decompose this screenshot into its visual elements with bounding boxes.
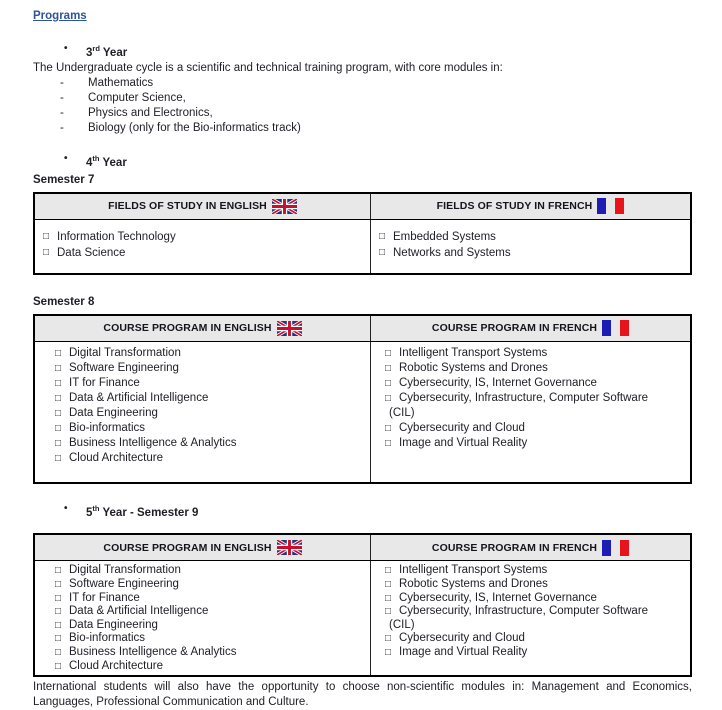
semester7-table (33, 192, 692, 275)
checkbox-icon: □ (55, 422, 62, 434)
table-item (385, 646, 684, 660)
item-label: Image and Virtual Reality (399, 646, 528, 659)
bullet-icon: • (64, 502, 68, 514)
semester8-label: Semester 8 (33, 295, 95, 308)
checkbox-icon: □ (55, 452, 62, 464)
table-item (55, 578, 364, 592)
list-item-label: Mathematics (88, 76, 154, 89)
item-label: Image and Virtual Reality (399, 436, 528, 449)
dash-icon: - (60, 121, 64, 134)
checkbox-icon: □ (385, 377, 392, 389)
semester7-french-cell (370, 220, 690, 273)
table-item (385, 346, 684, 361)
year5-heading (33, 501, 692, 521)
checkbox-icon: □ (43, 230, 50, 242)
semester7-header-english-label: FIELDS OF STUDY IN ENGLISH (108, 200, 267, 213)
table-item (385, 436, 684, 451)
table-item (385, 564, 684, 578)
item-label: Business Intelligence & Analytics (69, 646, 237, 659)
item-label: Cybersecurity and Cloud (399, 421, 525, 434)
checkbox-icon: □ (55, 565, 62, 577)
item-label: Networks and Systems (393, 246, 511, 259)
list-item-label: Physics and Electronics, (88, 106, 213, 119)
table-item (55, 406, 364, 421)
item-label: Data Science (57, 246, 126, 259)
checkbox-icon: □ (385, 422, 392, 434)
semester7-english-cell (35, 220, 370, 273)
item-label: Software Engineering (69, 361, 179, 374)
item-label: Software Engineering (69, 578, 179, 591)
dash-icon: - (60, 76, 64, 89)
item-label: IT for Finance (69, 376, 140, 389)
table-item (385, 391, 684, 406)
semester8-header-french-label: COURSE PROGRAM IN FRENCH (431, 322, 598, 335)
table-item (379, 229, 684, 245)
semester8-header-english-label: COURSE PROGRAM IN ENGLISH (103, 322, 272, 335)
table-item (55, 605, 364, 619)
table-item (55, 619, 364, 633)
semester7-label: Semester 7 (33, 173, 95, 186)
table-item (55, 346, 364, 361)
uk-flag-icon (277, 540, 302, 555)
checkbox-icon: □ (55, 579, 62, 591)
item-label: Robotic Systems and Drones (399, 361, 548, 374)
item-label: Business Intelligence & Analytics (69, 436, 237, 449)
table-item (55, 564, 364, 578)
checkbox-icon: □ (43, 246, 50, 258)
item-label: Data Engineering (69, 618, 158, 631)
semester9-header-french-label: COURSE PROGRAM IN FRENCH (431, 541, 598, 554)
table-item (385, 578, 684, 592)
checkbox-icon: □ (55, 347, 62, 359)
france-flag-icon (602, 320, 629, 336)
checkbox-icon: □ (379, 230, 386, 242)
checkbox-icon: □ (55, 592, 62, 604)
list-item (33, 91, 692, 106)
checkbox-icon: □ (55, 619, 62, 631)
checkbox-icon: □ (385, 347, 392, 359)
table-item-continuation (385, 406, 684, 421)
item-label: Cybersecurity, IS, Internet Governance (399, 376, 597, 389)
item-label: Digital Transformation (69, 564, 181, 577)
item-label: Cybersecurity and Cloud (399, 632, 525, 645)
item-label: IT for Finance (69, 591, 140, 604)
year3-heading-label: 3rd Year (86, 44, 128, 59)
item-label: Embedded Systems (393, 230, 496, 243)
table-item (385, 421, 684, 436)
checkbox-icon: □ (55, 377, 62, 389)
item-label: Robotic Systems and Drones (399, 578, 548, 591)
checkbox-icon: □ (55, 362, 62, 374)
table-item (55, 361, 364, 376)
list-item (33, 76, 692, 91)
list-item (33, 121, 692, 136)
item-label: Intelligent Transport Systems (399, 564, 548, 577)
bullet-icon: • (64, 43, 68, 54)
table-item (55, 646, 364, 660)
semester9-table-header (35, 535, 690, 561)
page-title: Programs (33, 10, 87, 22)
table-item (55, 592, 364, 606)
table-item (385, 592, 684, 606)
table-item (385, 361, 684, 376)
checkbox-icon: □ (385, 392, 392, 404)
checkbox-icon: □ (55, 660, 62, 672)
checkbox-icon: □ (385, 579, 392, 591)
item-label: Bio-informatics (69, 421, 146, 434)
checkbox-icon: □ (385, 437, 392, 449)
item-label: Intelligent Transport Systems (399, 346, 548, 359)
checkbox-icon: □ (385, 565, 392, 577)
table-item (55, 451, 364, 466)
semester9-header-english (35, 535, 370, 560)
table-item (55, 391, 364, 406)
item-label: Cybersecurity, Infrastructure, Computer Software (399, 391, 649, 404)
item-label: Cloud Architecture (69, 659, 163, 672)
year4-heading (33, 151, 692, 171)
list-item-label: Computer Science, (88, 91, 186, 104)
table-item (43, 245, 364, 261)
semester8-header-english (35, 316, 370, 341)
year5-heading-label: 5th Year - Semester 9 (86, 503, 199, 519)
table-item (55, 421, 364, 436)
year4-heading-label: 4th Year (86, 153, 127, 169)
item-label: Cybersecurity, Infrastructure, Computer Software (399, 605, 649, 618)
france-flag-icon (597, 198, 624, 214)
checkbox-icon: □ (385, 606, 392, 618)
checkbox-icon: □ (385, 592, 392, 604)
checkbox-icon: □ (55, 633, 62, 645)
semester8-french-cell (370, 342, 690, 482)
semester9-header-english-label: COURSE PROGRAM IN ENGLISH (103, 541, 272, 554)
table-item (385, 605, 684, 619)
dash-icon: - (60, 91, 64, 104)
checkbox-icon: □ (55, 606, 62, 618)
item-label: Bio-informatics (69, 632, 146, 645)
semester7-table-header (35, 194, 690, 220)
table-item (43, 229, 364, 245)
year3-heading (33, 41, 692, 61)
checkbox-icon: □ (385, 647, 392, 659)
checkbox-icon: □ (379, 246, 386, 258)
table-item (55, 632, 364, 646)
table-item (385, 376, 684, 391)
uk-flag-icon (272, 199, 297, 214)
table-item (379, 245, 684, 261)
item-label: Data & Artificial Intelligence (69, 391, 209, 404)
semester7-header-french-label: FIELDS OF STUDY IN FRENCH (436, 200, 593, 213)
table-item (55, 376, 364, 391)
france-flag-icon (602, 540, 629, 556)
checkbox-icon: □ (385, 362, 392, 374)
checkbox-icon: □ (55, 647, 62, 659)
semester8-header-french (370, 316, 690, 341)
checkbox-icon: □ (385, 633, 392, 645)
checkbox-icon: □ (55, 407, 62, 419)
item-label: Cloud Architecture (69, 451, 163, 464)
list-item (33, 106, 692, 121)
dash-icon: - (60, 106, 64, 119)
semester9-table (33, 533, 692, 677)
year3-intro: The Undergraduate cycle is a scientific and technical training program, with core modules in: (33, 61, 503, 74)
item-label: Cybersecurity, IS, Internet Governance (399, 591, 597, 604)
year3-module-list (33, 76, 692, 136)
item-label: Digital Transformation (69, 346, 181, 359)
semester7-table-body (35, 220, 690, 273)
uk-flag-icon (277, 321, 302, 336)
semester9-french-cell (370, 561, 690, 675)
semester8-table-header (35, 316, 690, 342)
item-label: Information Technology (57, 230, 176, 243)
item-label: Data & Artificial Intelligence (69, 605, 209, 618)
table-item (55, 660, 364, 674)
bullet-icon: • (64, 152, 68, 164)
semester9-table-body (35, 561, 690, 675)
list-item-label: Biology (only for the Bio-informatics track) (88, 121, 301, 134)
footer-paragraph: International students will also have the opportunity to choose non-scientific modules in: Management and Economics, Languages, Professional Communication and Culture. (33, 681, 692, 709)
checkbox-icon: □ (55, 392, 62, 404)
table-item (55, 436, 364, 451)
semester8-table (33, 314, 692, 484)
semester9-english-cell (35, 561, 370, 675)
item-label: (CIL) (389, 618, 415, 631)
table-item-continuation (385, 619, 684, 633)
semester8-english-cell (35, 342, 370, 482)
semester8-table-body (35, 342, 690, 482)
semester9-header-french (370, 535, 690, 560)
checkbox-icon: □ (55, 437, 62, 449)
semester7-header-french (370, 194, 690, 219)
item-label: (CIL) (389, 406, 415, 419)
semester7-header-english (35, 194, 370, 219)
item-label: Data Engineering (69, 406, 158, 419)
table-item (385, 632, 684, 646)
